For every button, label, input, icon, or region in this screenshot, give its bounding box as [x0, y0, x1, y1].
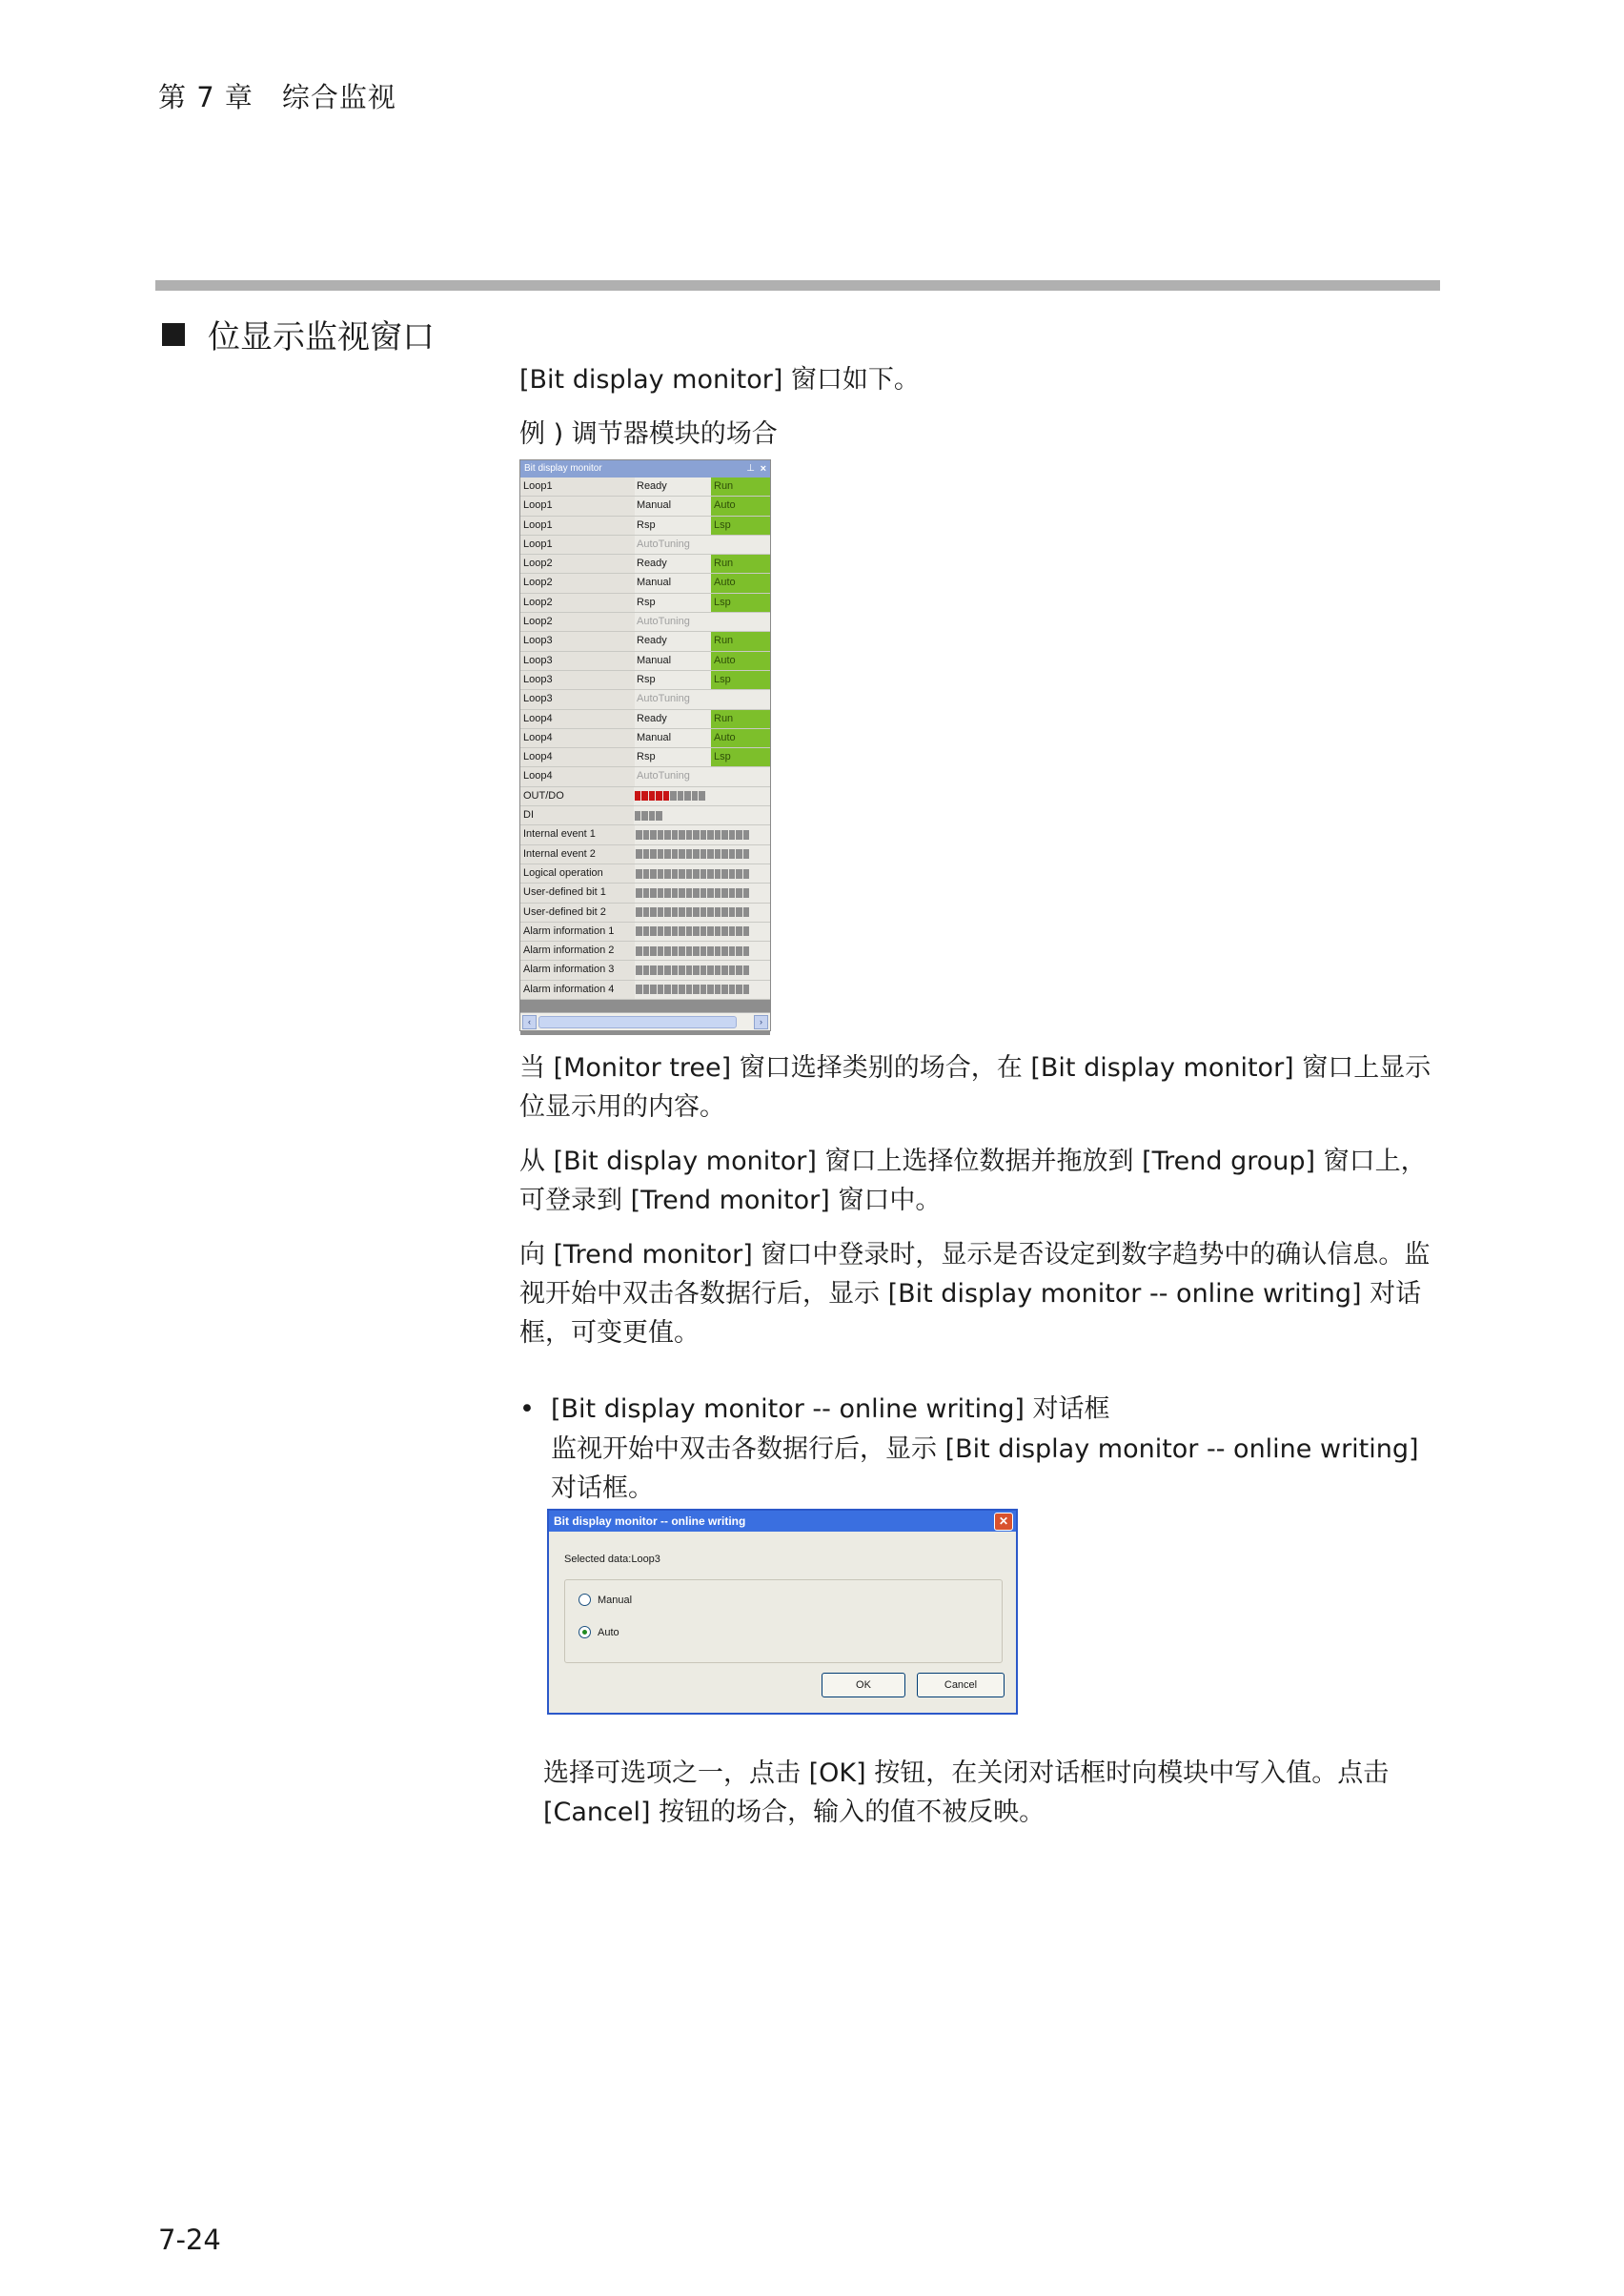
table-row[interactable]: [520, 884, 770, 903]
bit-off-indicator: [736, 888, 742, 898]
bit-off-indicator: [693, 946, 700, 956]
bit-off-indicator: [679, 965, 685, 975]
bit-off-indicator: [664, 926, 671, 936]
bit-on-indicator: [641, 791, 648, 801]
table-row[interactable]: [520, 710, 770, 729]
bit-off-indicator: [715, 926, 721, 936]
bit-off-indicator: [672, 985, 679, 994]
bit-off-indicator: [700, 907, 707, 917]
bit-off-indicator: [729, 926, 736, 936]
bit-off-indicator: [715, 965, 721, 975]
scroll-right-icon[interactable]: ›: [754, 1015, 768, 1029]
row-name: User-defined bit 2: [520, 904, 635, 922]
row-state: AutoTuning: [635, 536, 711, 554]
row-name: Logical operation: [520, 864, 635, 883]
paragraph-monitor-tree: 当 [Monitor tree] 窗口选择类别的场合，在 [Bit display monitor] 窗口上显示位显示用的内容。: [519, 1053, 1431, 1122]
bit-off-indicator: [636, 907, 642, 917]
bit-off-indicator: [700, 926, 707, 936]
row-name: Loop3: [520, 690, 635, 708]
bit-off-indicator: [679, 849, 685, 859]
bit-off-indicator: [707, 907, 714, 917]
row-name: Internal event 1: [520, 825, 635, 843]
bit-off-indicator: [699, 791, 705, 801]
bit-off-indicator: [693, 985, 700, 994]
bit-indicators: [635, 942, 770, 960]
row-value: Run: [711, 477, 770, 496]
radio-selected-icon[interactable]: [579, 1626, 591, 1638]
bit-off-indicator: [721, 888, 728, 898]
bit-off-indicator: [650, 946, 657, 956]
row-state: Ready: [635, 632, 711, 650]
bit-off-indicator: [686, 965, 693, 975]
bit-off-indicator: [643, 985, 650, 994]
dialog-title-bar: [549, 1511, 1016, 1532]
bit-off-indicator: [672, 946, 679, 956]
table-row[interactable]: [520, 845, 770, 864]
row-name: Loop4: [520, 748, 635, 766]
bit-off-indicator: [672, 830, 679, 840]
table-row[interactable]: [520, 864, 770, 884]
chapter-header: 第 7 章 综合监视: [158, 81, 396, 113]
row-name: Alarm information 2: [520, 942, 635, 960]
bit-off-indicator: [686, 849, 693, 859]
bit-off-indicator: [672, 869, 679, 879]
bit-off-indicator: [743, 985, 750, 994]
bit-off-indicator: [693, 965, 700, 975]
bit-off-indicator: [636, 985, 642, 994]
row-value: Auto: [711, 729, 770, 747]
bit-off-indicator: [693, 869, 700, 879]
row-extra: [767, 787, 770, 805]
row-state: Rsp: [635, 594, 711, 612]
row-name: Loop1: [520, 497, 635, 515]
bit-indicators: [634, 806, 767, 824]
row-value: Auto: [711, 574, 770, 592]
row-state: AutoTuning: [635, 690, 711, 708]
bit-off-indicator: [664, 869, 671, 879]
row-value: Lsp: [711, 594, 770, 612]
table-row[interactable]: [520, 613, 770, 632]
table-row[interactable]: [520, 690, 770, 709]
bit-off-indicator: [658, 888, 664, 898]
close-icon[interactable]: ✕: [994, 1513, 1013, 1531]
scroll-left-icon[interactable]: ‹: [522, 1015, 537, 1029]
bit-off-indicator: [643, 888, 650, 898]
bit-off-indicator: [743, 849, 750, 859]
pin-icon[interactable]: ⊥: [746, 463, 755, 474]
bit-off-indicator: [707, 946, 714, 956]
bit-off-indicator: [743, 869, 750, 879]
radio-circle-icon[interactable]: [579, 1594, 591, 1606]
bit-off-indicator: [670, 791, 677, 801]
radio-auto-label: Auto: [598, 1626, 619, 1638]
row-value: [711, 767, 770, 785]
bit-off-indicator: [658, 926, 664, 936]
bit-on-indicator: [656, 791, 662, 801]
row-state: Manual: [635, 652, 711, 670]
row-state: Rsp: [635, 517, 711, 535]
bit-off-indicator: [672, 849, 679, 859]
selected-data-label: Selected data:Loop3: [564, 1554, 660, 1565]
bit-on-indicator: [635, 791, 641, 801]
bit-off-indicator: [707, 926, 714, 936]
radio-manual-label: Manual: [598, 1594, 633, 1606]
row-value: Run: [711, 632, 770, 650]
bit-off-indicator: [729, 985, 736, 994]
row-name: OUT/DO: [520, 787, 634, 805]
bit-off-indicator: [715, 888, 721, 898]
bit-off-indicator: [686, 830, 693, 840]
bit-off-indicator: [664, 830, 671, 840]
bit-off-indicator: [692, 791, 699, 801]
bit-indicators: [635, 904, 770, 922]
bit-off-indicator: [693, 849, 700, 859]
bit-off-indicator: [686, 985, 693, 994]
row-value: Run: [711, 555, 770, 573]
table-row[interactable]: [520, 574, 770, 593]
table-row[interactable]: [520, 729, 770, 748]
row-name: Loop2: [520, 555, 635, 573]
bit-off-indicator: [743, 907, 750, 917]
table-row[interactable]: [520, 497, 770, 516]
bit-off-indicator: [643, 869, 650, 879]
row-name: Alarm information 1: [520, 923, 635, 941]
table-row[interactable]: [520, 477, 770, 497]
table-row[interactable]: [520, 652, 770, 671]
row-name: Loop4: [520, 710, 635, 728]
bit-off-indicator: [721, 849, 728, 859]
table-row[interactable]: [520, 555, 770, 574]
bit-off-indicator: [721, 985, 728, 994]
section-heading: [162, 311, 435, 357]
row-state: Rsp: [635, 671, 711, 689]
row-name: User-defined bit 1: [520, 884, 635, 902]
bit-off-indicator: [636, 849, 642, 859]
bit-off-indicator: [643, 946, 650, 956]
bit-off-indicator: [641, 811, 648, 821]
bit-off-indicator: [679, 926, 685, 936]
bit-off-indicator: [721, 907, 728, 917]
bit-off-indicator: [736, 965, 742, 975]
bit-off-indicator: [707, 965, 714, 975]
bit-off-indicator: [658, 965, 664, 975]
bit-off-indicator: [707, 849, 714, 859]
scroll-thumb[interactable]: [538, 1016, 737, 1028]
table-row[interactable]: [520, 787, 770, 806]
radio-manual[interactable]: [579, 1594, 632, 1606]
bit-off-indicator: [636, 869, 642, 879]
bit-off-indicator: [693, 888, 700, 898]
table-row[interactable]: [520, 981, 770, 1000]
bit-off-indicator: [700, 946, 707, 956]
bit-off-indicator: [664, 907, 671, 917]
bit-off-indicator: [707, 985, 714, 994]
bit-indicators: [635, 961, 770, 979]
bit-off-indicator: [684, 791, 691, 801]
row-state: Manual: [635, 497, 711, 515]
row-state: Ready: [635, 710, 711, 728]
bit-off-indicator: [664, 946, 671, 956]
bit-off-indicator: [700, 985, 707, 994]
bit-off-indicator: [678, 791, 684, 801]
bit-off-indicator: [707, 830, 714, 840]
row-value: Auto: [711, 652, 770, 670]
row-value: Lsp: [711, 517, 770, 535]
table-row[interactable]: [520, 671, 770, 690]
bit-display-monitor-window: [519, 459, 771, 1031]
row-state: Ready: [635, 555, 711, 573]
row-name: Internal event 2: [520, 845, 635, 864]
bit-off-indicator: [658, 869, 664, 879]
row-value: [711, 536, 770, 554]
bit-off-indicator: [736, 907, 742, 917]
bit-off-indicator: [721, 926, 728, 936]
bit-off-indicator: [664, 985, 671, 994]
bit-off-indicator: [672, 888, 679, 898]
table-row[interactable]: [520, 961, 770, 980]
bit-off-indicator: [736, 946, 742, 956]
bit-off-indicator: [700, 965, 707, 975]
bit-off-indicator: [679, 907, 685, 917]
bit-on-indicator: [649, 791, 656, 801]
bit-off-indicator: [686, 888, 693, 898]
paragraph-drag: 从 [Bit display monitor] 窗口上选择位数据并拖放到 [Trend group] 窗口上，可登录到 [Trend monitor] 窗口中。: [519, 1147, 1427, 1215]
bit-off-indicator: [664, 849, 671, 859]
dialog-title: Bit display monitor -- online writing: [554, 1514, 746, 1528]
bit-off-indicator: [715, 946, 721, 956]
bit-off-indicator: [658, 907, 664, 917]
bit-off-indicator: [650, 926, 657, 936]
bit-off-indicator: [736, 849, 742, 859]
row-state: AutoTuning: [635, 613, 711, 631]
bit-off-indicator: [650, 830, 657, 840]
bit-indicators: [634, 787, 767, 805]
row-name: Alarm information 4: [520, 981, 635, 999]
row-name: Loop2: [520, 613, 635, 631]
bit-off-indicator: [679, 985, 685, 994]
bit-off-indicator: [693, 830, 700, 840]
horizontal-scrollbar[interactable]: [520, 1012, 770, 1030]
bit-off-indicator: [743, 888, 750, 898]
table-row[interactable]: [520, 594, 770, 613]
close-icon[interactable]: ×: [760, 463, 766, 475]
bit-off-indicator: [643, 830, 650, 840]
bit-off-indicator: [650, 907, 657, 917]
bit-indicators: [635, 845, 770, 864]
bdm-table: [520, 477, 770, 1000]
bit-off-indicator: [636, 888, 642, 898]
cancel-button[interactable]: Cancel: [917, 1673, 1005, 1697]
row-name: Loop1: [520, 536, 635, 554]
bit-indicators: [635, 981, 770, 999]
bit-off-indicator: [721, 946, 728, 956]
table-row[interactable]: [520, 517, 770, 536]
bit-off-indicator: [707, 888, 714, 898]
bit-off-indicator: [650, 849, 657, 859]
row-name: Loop2: [520, 574, 635, 592]
page-number: 7-24: [158, 2224, 221, 2256]
bit-off-indicator: [679, 869, 685, 879]
bit-off-indicator: [715, 830, 721, 840]
row-name: Loop2: [520, 594, 635, 612]
bit-off-indicator: [636, 830, 642, 840]
bit-off-indicator: [729, 869, 736, 879]
table-row[interactable]: [520, 767, 770, 786]
bit-off-indicator: [736, 985, 742, 994]
table-row[interactable]: [520, 923, 770, 942]
row-state: Ready: [635, 477, 711, 496]
paragraph-select: 选择可选项之一，点击 [OK] 按钮，在关闭对话框时向模块中写入值。点击 [Cancel] 按钮的场合，输入的值不被反映。: [543, 1758, 1390, 1827]
bit-off-indicator: [643, 926, 650, 936]
bit-off-indicator: [658, 830, 664, 840]
bit-off-indicator: [658, 849, 664, 859]
bit-off-indicator: [679, 888, 685, 898]
bit-off-indicator: [672, 965, 679, 975]
bit-indicators: [635, 923, 770, 941]
bit-off-indicator: [721, 830, 728, 840]
bit-off-indicator: [686, 946, 693, 956]
row-name: Loop3: [520, 671, 635, 689]
row-value: Lsp: [711, 748, 770, 766]
paragraph-register: 向 [Trend monitor] 窗口中登录时，显示是否设定到数字趋势中的确认信息。监视开始中双击各数据行后，显示 [Bit display monitor -- online writing] 对话框，可变更值。: [519, 1240, 1431, 1348]
row-value: [711, 690, 770, 708]
bit-off-indicator: [650, 888, 657, 898]
row-name: Loop1: [520, 477, 635, 496]
bit-indicators: [635, 825, 770, 843]
bit-off-indicator: [700, 830, 707, 840]
row-value: Auto: [711, 497, 770, 515]
section-divider: [155, 280, 1440, 291]
bit-off-indicator: [686, 926, 693, 936]
bit-off-indicator: [729, 946, 736, 956]
intro-text: [Bit display monitor] 窗口如下。: [519, 365, 920, 395]
bit-on-indicator: [663, 791, 670, 801]
bit-off-indicator: [643, 965, 650, 975]
bit-off-indicator: [729, 965, 736, 975]
table-row[interactable]: [520, 748, 770, 767]
radio-auto[interactable]: [579, 1626, 619, 1638]
bit-off-indicator: [693, 907, 700, 917]
table-row[interactable]: [520, 942, 770, 961]
bit-off-indicator: [664, 888, 671, 898]
bit-off-indicator: [715, 869, 721, 879]
bit-off-indicator: [700, 849, 707, 859]
bit-off-indicator: [636, 965, 642, 975]
table-row[interactable]: [520, 806, 770, 825]
bit-off-indicator: [656, 811, 662, 821]
bit-off-indicator: [658, 985, 664, 994]
section-title: 位显示监视窗口: [208, 318, 435, 356]
row-name: Loop1: [520, 517, 635, 535]
row-name: Loop4: [520, 729, 635, 747]
example-text: 例 ) 调节器模块的场合: [519, 419, 778, 449]
row-value: [711, 613, 770, 631]
bit-off-indicator: [736, 830, 742, 840]
bit-off-indicator: [729, 888, 736, 898]
table-row[interactable]: [520, 904, 770, 923]
bit-off-indicator: [686, 869, 693, 879]
bit-off-indicator: [636, 946, 642, 956]
row-state: Rsp: [635, 748, 711, 766]
bit-off-indicator: [664, 965, 671, 975]
bit-off-indicator: [729, 849, 736, 859]
row-name: Loop3: [520, 632, 635, 650]
row-extra: [767, 806, 770, 824]
table-row[interactable]: [520, 536, 770, 555]
row-name: Loop3: [520, 652, 635, 670]
bit-off-indicator: [721, 869, 728, 879]
row-state: Manual: [635, 729, 711, 747]
square-bullet-icon: [162, 323, 185, 346]
bit-off-indicator: [715, 907, 721, 917]
bit-off-indicator: [721, 965, 728, 975]
bit-off-indicator: [658, 946, 664, 956]
bit-off-indicator: [650, 965, 657, 975]
bit-off-indicator: [686, 907, 693, 917]
row-state: Manual: [635, 574, 711, 592]
bit-off-indicator: [672, 907, 679, 917]
bit-off-indicator: [707, 869, 714, 879]
bullet-body: 监视开始中双击各数据行后，显示 [Bit display monitor -- online writing] 对话框。: [551, 1434, 1419, 1503]
bit-off-indicator: [736, 926, 742, 936]
bit-off-indicator: [743, 946, 750, 956]
row-state: AutoTuning: [635, 767, 711, 785]
bit-off-indicator: [743, 830, 750, 840]
bit-off-indicator: [649, 811, 656, 821]
row-name: DI: [520, 806, 634, 824]
ok-button[interactable]: OK: [822, 1673, 905, 1697]
bit-off-indicator: [643, 907, 650, 917]
bit-off-indicator: [700, 888, 707, 898]
row-value: Lsp: [711, 671, 770, 689]
bit-off-indicator: [715, 985, 721, 994]
table-row[interactable]: [520, 825, 770, 844]
bdm-title-bar: [520, 460, 770, 477]
row-name: Loop4: [520, 767, 635, 785]
option-group: [564, 1579, 1003, 1663]
bit-off-indicator: [693, 926, 700, 936]
bit-off-indicator: [700, 869, 707, 879]
bit-off-indicator: [715, 849, 721, 859]
bullet-dot-icon: •: [519, 1394, 535, 1424]
bit-off-indicator: [650, 869, 657, 879]
bit-off-indicator: [679, 830, 685, 840]
bit-off-indicator: [643, 849, 650, 859]
bdm-title: Bit display monitor: [524, 463, 602, 474]
bit-off-indicator: [672, 926, 679, 936]
row-value: Run: [711, 710, 770, 728]
bit-off-indicator: [636, 926, 642, 936]
table-row[interactable]: [520, 632, 770, 651]
bit-off-indicator: [650, 985, 657, 994]
bit-off-indicator: [736, 869, 742, 879]
bit-off-indicator: [743, 965, 750, 975]
bit-off-indicator: [729, 830, 736, 840]
bit-indicators: [635, 884, 770, 902]
bit-off-indicator: [743, 926, 750, 936]
bit-off-indicator: [729, 907, 736, 917]
online-writing-dialog: [547, 1509, 1018, 1715]
bit-indicators: [635, 864, 770, 883]
bit-off-indicator: [679, 946, 685, 956]
bullet-title: [Bit display monitor -- online writing] 对话框: [551, 1394, 1110, 1424]
bit-off-indicator: [635, 811, 641, 821]
row-name: Alarm information 3: [520, 961, 635, 979]
